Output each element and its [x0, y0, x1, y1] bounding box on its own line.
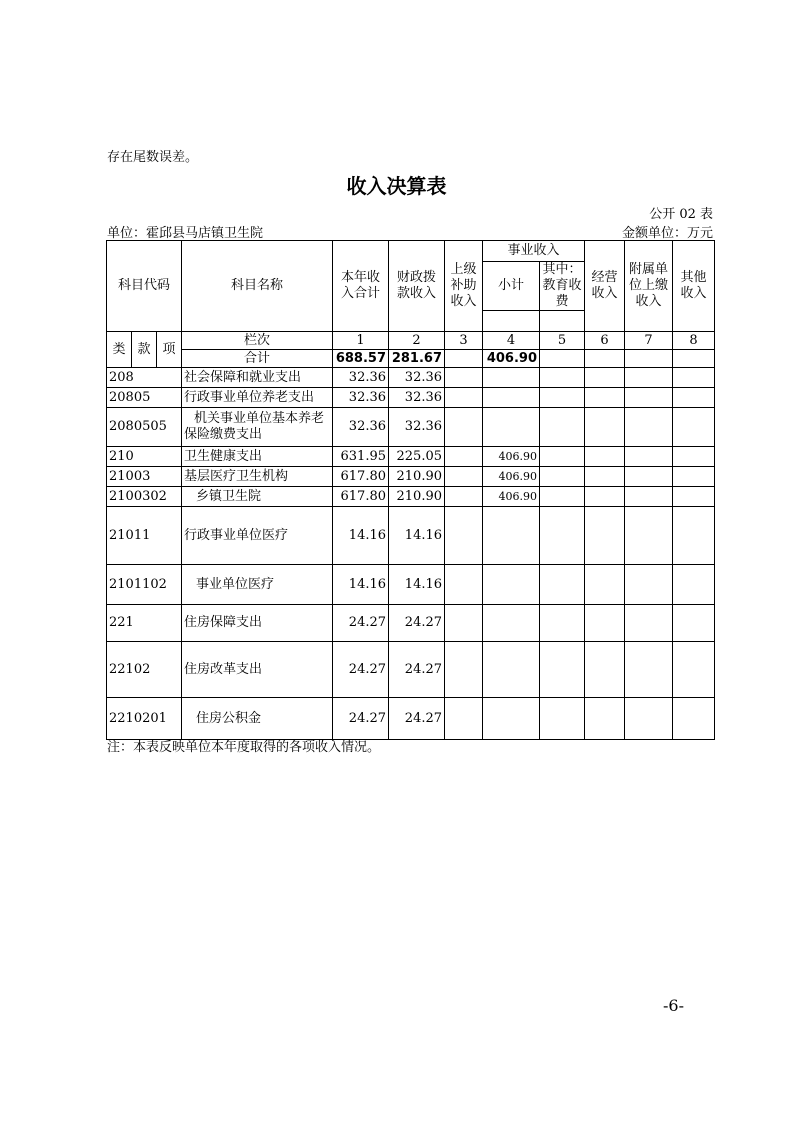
row-code: 2101102	[107, 565, 182, 605]
row-code: 2210201	[107, 698, 182, 740]
row-code: 2080505	[107, 408, 182, 447]
row-total: 14.16	[333, 565, 389, 605]
col-num-3: 3	[445, 332, 483, 350]
row-fiscal: 14.16	[389, 565, 445, 605]
row-name: 行政事业单位养老支出	[182, 388, 333, 408]
row-name: 卫生健康支出	[182, 447, 333, 467]
table-row	[107, 447, 715, 467]
row-code: 21003	[107, 467, 182, 487]
row-total: 617.80	[333, 467, 389, 487]
header-code: 科目代码	[107, 241, 182, 332]
row-subtotal	[483, 408, 540, 447]
table-row	[107, 565, 715, 605]
row-subtotal: 406.90	[483, 487, 540, 507]
previous-page-note: 存在尾数误差。	[107, 150, 199, 165]
header-total: 本年收入合计	[333, 241, 389, 332]
row-fiscal: 210.90	[389, 467, 445, 487]
row-total: 24.27	[333, 698, 389, 740]
col-num-7: 7	[625, 332, 673, 350]
total-edu	[540, 350, 585, 368]
row-total: 617.80	[333, 487, 389, 507]
row-code: 22102	[107, 642, 182, 698]
row-code: 20805	[107, 388, 182, 408]
row-fiscal: 24.27	[389, 698, 445, 740]
row-name: 住房改革支出	[182, 642, 333, 698]
row-fiscal: 225.05	[389, 447, 445, 467]
table-row	[107, 605, 715, 642]
row-total: 32.36	[333, 368, 389, 388]
row-subtotal	[483, 642, 540, 698]
col-num-1: 1	[333, 332, 389, 350]
header-operating: 经营收入	[585, 241, 625, 332]
table-row	[107, 388, 715, 408]
header-kuan: 款	[132, 332, 157, 368]
amount-unit: 金额单位：万元	[621, 226, 713, 241]
row-subtotal	[483, 507, 540, 565]
col-num-5: 5	[540, 332, 585, 350]
row-name: 机关事业单位基本养老保险缴费支出	[182, 408, 333, 447]
col-num-6: 6	[585, 332, 625, 350]
row-fiscal: 14.16	[389, 507, 445, 565]
header-edu-pad	[540, 311, 585, 332]
row-subtotal: 406.90	[483, 447, 540, 467]
row-subtotal	[483, 388, 540, 408]
header-subtotal: 小计	[483, 262, 540, 311]
table-row	[107, 467, 715, 487]
row-name: 基层医疗卫生机构	[182, 467, 333, 487]
row-subtotal	[483, 605, 540, 642]
header-name: 科目名称	[182, 241, 333, 332]
table-row	[107, 408, 715, 447]
col-num-8: 8	[673, 332, 715, 350]
total-operating	[585, 350, 625, 368]
header-fiscal: 财政拨款收入	[389, 241, 445, 332]
header-xiang: 项	[157, 332, 182, 368]
table-row	[107, 368, 715, 388]
header-other: 其他收入	[673, 241, 715, 332]
row-total: 24.27	[333, 605, 389, 642]
row-name: 住房公积金	[182, 698, 333, 740]
row-fiscal: 24.27	[389, 642, 445, 698]
total-row	[107, 350, 715, 368]
table-row	[107, 698, 715, 740]
header-edu: 其中：教育收费	[540, 262, 585, 311]
income-table	[106, 240, 715, 740]
row-subtotal: 406.90	[483, 467, 540, 487]
total-fiscal: 281.67	[389, 350, 445, 368]
row-total: 14.16	[333, 507, 389, 565]
row-name: 社会保障和就业支出	[182, 368, 333, 388]
row-total: 24.27	[333, 642, 389, 698]
row-name: 住房保障支出	[182, 605, 333, 642]
header-business: 事业收入	[483, 241, 585, 262]
row-name: 乡镇卫生院	[182, 487, 333, 507]
header-subtotal-pad	[483, 311, 540, 332]
row-subtotal	[483, 565, 540, 605]
row-fiscal: 32.36	[389, 408, 445, 447]
row-subtotal	[483, 698, 540, 740]
table-row	[107, 642, 715, 698]
total-amount: 688.57	[333, 350, 389, 368]
col-num-2: 2	[389, 332, 445, 350]
header-lei: 类	[107, 332, 132, 368]
total-subtotal: 406.90	[483, 350, 540, 368]
row-name: 事业单位医疗	[182, 565, 333, 605]
reporting-unit: 单位：霍邱县马店镇卫生院	[107, 226, 264, 241]
header-superior: 上级补助收入	[445, 241, 483, 332]
row-total: 631.95	[333, 447, 389, 467]
form-number: 公开 02 表	[649, 207, 713, 222]
row-code: 208	[107, 368, 182, 388]
row-total: 32.36	[333, 408, 389, 447]
header-affiliated: 附属单位上缴收入	[625, 241, 673, 332]
row-code: 21011	[107, 507, 182, 565]
total-label: 合计	[182, 350, 333, 368]
row-fiscal: 32.36	[389, 388, 445, 408]
row-fiscal: 210.90	[389, 487, 445, 507]
page-title: 收入决算表	[346, 174, 447, 198]
page-number: -6-	[663, 996, 684, 1015]
row-total: 32.36	[333, 388, 389, 408]
total-other	[673, 350, 715, 368]
row-code: 2100302	[107, 487, 182, 507]
table-row	[107, 487, 715, 507]
row-subtotal	[483, 368, 540, 388]
total-affiliated	[625, 350, 673, 368]
row-code: 221	[107, 605, 182, 642]
row-fiscal: 24.27	[389, 605, 445, 642]
row-name: 行政事业单位医疗	[182, 507, 333, 565]
row-code: 210	[107, 447, 182, 467]
total-superior	[445, 350, 483, 368]
footnote: 注：本表反映单位本年度取得的各项收入情况。	[107, 740, 381, 755]
table-row	[107, 507, 715, 565]
col-num-4: 4	[483, 332, 540, 350]
column-no-label: 栏次	[182, 332, 333, 350]
row-fiscal: 32.36	[389, 368, 445, 388]
